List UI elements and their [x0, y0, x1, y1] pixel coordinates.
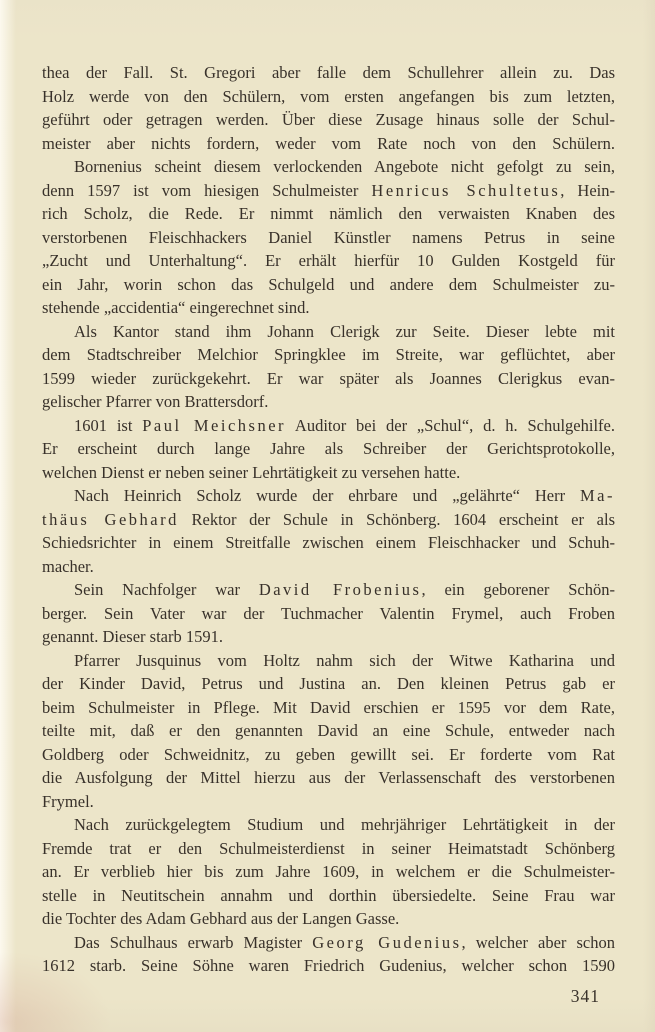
text-line — [42, 85, 615, 109]
text-run: geführt oder getragen werden. Über diese Zusage hinaus solle der Schul- — [42, 110, 615, 129]
text-line — [42, 249, 615, 273]
text-line — [42, 884, 615, 908]
paragraph — [42, 155, 615, 320]
page-number: 341 — [570, 986, 600, 1006]
text-line — [42, 907, 615, 931]
text-run: Nach zurückgelegtem Studium und mehrjähriger Lehrtätigkeit in der — [74, 815, 615, 834]
text-line — [42, 61, 615, 85]
text-run: Holz werde von den Schülern, vom ersten angefangen bis zum letzten, — [42, 86, 615, 106]
text-line — [42, 273, 615, 297]
person-name-spaced: Ma- — [580, 486, 615, 505]
text-line — [42, 672, 615, 696]
text-run: berger. Sein Vater war der Tuchmacher Valentin Frymel, auch Froben — [42, 603, 615, 623]
text-run: verstorbenen Fleischhackers Daniel Künstler namens Petrus in seine — [42, 227, 615, 247]
text-line — [42, 625, 615, 649]
text-line — [42, 837, 615, 861]
text-line — [42, 343, 615, 367]
paragraph — [42, 484, 615, 578]
text-run: Er erscheint durch lange Jahre als Schreiber der Gerichtsprotokolle, — [42, 439, 615, 458]
text-line — [42, 696, 615, 720]
text-line — [42, 461, 615, 485]
text-run: Frymel. — [42, 791, 94, 811]
text-run: Auditor bei der „Schul“, d. h. Schulgehilfe. — [286, 415, 615, 435]
text-run: 1599 wieder zurückgekehrt. Er war später als Joannes Clerigkus evan- — [42, 368, 615, 388]
text-run: rich Scholz, die Rede. Er nimmt nämlich den verwaisten Knaben des — [42, 204, 615, 223]
text-run: 1601 ist — [74, 415, 143, 435]
text-run: , ein geborener Schön- — [421, 580, 615, 599]
text-line — [42, 531, 615, 555]
text-line — [42, 508, 615, 532]
text-line — [42, 860, 615, 884]
text-run: an. Er verblieb hier bis zum Jahre 1609, in welchem er die Schulmeister- — [42, 862, 615, 881]
text-line — [42, 719, 615, 743]
text-run: Als Kantor stand ihm Johann Clerigk zur Seite. Dieser lebte mit — [74, 321, 615, 341]
text-line — [42, 226, 615, 250]
text-run: stelle in Neutitschein annahm und dorthin übersiedelte. Seine Frau war — [42, 885, 615, 905]
text-run: meister aber nichts fordern, weder vom Rate noch von den Schülern. — [42, 133, 615, 153]
text-run: Fremde trat er den Schulmeisterdienst in seiner Heimatstadt Schönberg — [42, 838, 615, 858]
text-run: gelischer Pfarrer von Brattersdorf. — [42, 392, 269, 411]
text-run: Pfarrer Jusquinus vom Holtz nahm sich der Witwe Katharina und — [74, 650, 615, 670]
text-line — [42, 437, 615, 461]
text-block — [42, 61, 615, 978]
paragraph — [42, 61, 615, 155]
text-line — [42, 578, 615, 602]
text-run: teilte mit, daß er den genannten David an eine Schule, entweder nach — [42, 721, 615, 740]
paragraph — [42, 320, 615, 414]
paragraph — [42, 414, 615, 485]
text-run: ein Jahr, worin schon das Schulgeld und andere dem Schulmeister zu- — [42, 274, 615, 294]
paragraph — [42, 931, 615, 978]
text-run: dem Stadtschreiber Melchior Springklee im Streite, war geflüchtet, aber — [42, 345, 615, 364]
person-name-spaced: Paul Meichsner — [142, 415, 287, 435]
person-name-spaced: thäus Gebhard — [42, 509, 179, 529]
text-run: welchen Dienst er neben seiner Lehrtätigkeit zu versehen hatte. — [42, 462, 461, 482]
text-line — [42, 390, 615, 414]
text-line — [42, 743, 615, 767]
person-name-spaced: Henricus Schultetus — [371, 180, 561, 200]
person-name-spaced: David Frobenius — [258, 580, 422, 599]
text-run: die Tochter des Adam Gebhard aus der Langen Gasse. — [42, 909, 400, 928]
text-line — [42, 555, 615, 579]
text-run: Goldberg oder Schweidnitz, zu geben gewillt sei. Er forderte vom Rat — [42, 744, 615, 764]
text-line — [42, 649, 615, 673]
text-run: Das Schulhaus erwarb Magister — [74, 932, 313, 952]
text-run: der Kinder David, Petrus und Justina an. Den kleinen Petrus gab er — [42, 674, 615, 693]
text-line — [42, 132, 615, 156]
text-line — [42, 202, 615, 226]
text-line — [42, 602, 615, 626]
text-run: „Zucht und Unterhaltung“. Er erhält hierfür 10 Gulden Kostgeld für — [42, 251, 615, 270]
text-line — [42, 414, 615, 438]
text-run: thea der Fall. St. Gregori aber falle dem Schullehrer allein zu. Das — [42, 63, 615, 82]
text-run: genannt. Dieser starb 1591. — [42, 627, 223, 646]
text-line — [42, 296, 615, 320]
text-line — [42, 155, 615, 179]
text-run: die Ausfolgung der Mittel hierzu aus der Verlassenschaft des verstorbenen — [42, 768, 615, 787]
text-run: Rektor der Schule in Schönberg. 1604 erscheint er als — [178, 509, 615, 529]
person-name-spaced: Georg Gudenius — [312, 932, 462, 952]
text-run: denn 1597 ist vom hiesigen Schulmeister — [42, 180, 372, 200]
text-run: 1612 starb. Seine Söhne waren Friedrich Gudenius, welcher schon 1590 — [42, 956, 615, 975]
text-run: stehende „accidentia“ eingerechnet sind. — [42, 298, 310, 317]
paragraph — [42, 649, 615, 814]
text-line — [42, 320, 615, 344]
text-line — [42, 766, 615, 790]
text-run: beim Schulmeister in Pflege. Mit David erschien er 1595 vor dem Rate, — [42, 697, 615, 717]
text-line — [42, 954, 615, 978]
text-run: Nach Heinrich Scholz wurde der ehrbare und „gelährte“ Herr — [74, 486, 580, 505]
paragraph — [42, 578, 615, 649]
text-run: Sein Nachfolger war — [74, 580, 259, 599]
text-run: , welcher aber schon — [461, 932, 615, 952]
text-line — [42, 179, 615, 203]
text-run: , Hein- — [560, 180, 615, 200]
text-run: Schiedsrichter in einem Streitfalle zwischen einem Fleischhacker und Schuh- — [42, 533, 615, 552]
text-line — [42, 931, 615, 955]
text-run: macher. — [42, 556, 94, 576]
text-run: Bornenius scheint diesem verlockenden Angebote nicht gefolgt zu sein, — [74, 157, 615, 176]
text-line — [42, 813, 615, 837]
text-line — [42, 367, 615, 391]
paragraph — [42, 813, 615, 931]
text-line — [42, 790, 615, 814]
text-line — [42, 484, 615, 508]
text-line — [42, 108, 615, 132]
